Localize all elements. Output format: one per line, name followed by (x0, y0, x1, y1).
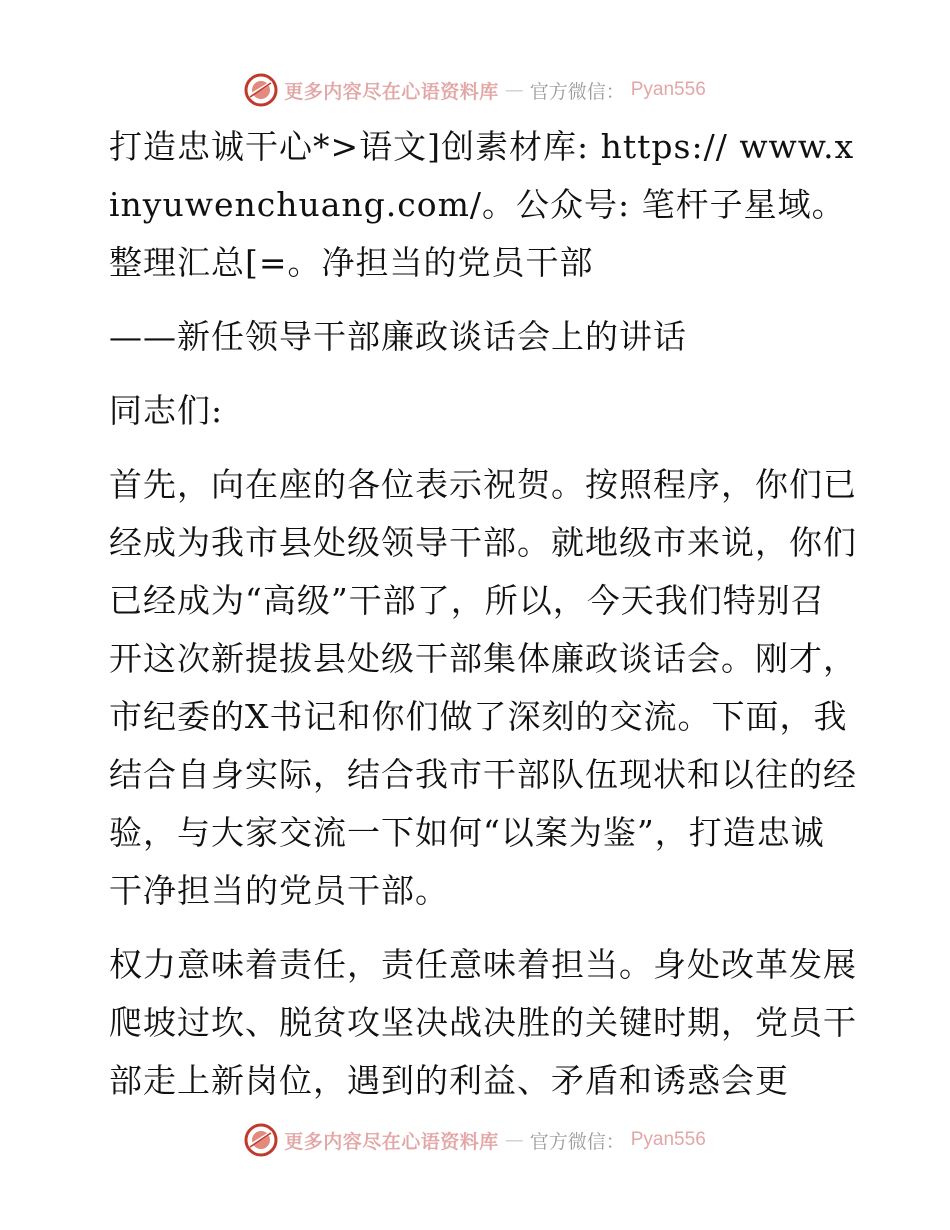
banner-separator: — (504, 79, 524, 101)
top-watermark-banner (0, 70, 950, 110)
salutation: 同志们: (109, 391, 224, 430)
subtitle: ——新任领导干部廉政谈话会上的讲话 (109, 317, 687, 356)
banner-main-text: 更多内容尽在心语资料库 (284, 1130, 499, 1153)
banner-wechat-label: 官方微信： (529, 1130, 625, 1153)
body-paragraph: 首先，向在座的各位表示祝贺。按照程序，你们已经成为我市县处级领导干部。就地级市来说，你们已经成为“高级”干部了，所以，今天我们特别召开这次新提拔县处级干部集体廉政谈话会。刚才，市纪委的X书记和你们做了深刻的交流。下面，我结合自身实际，结合我市干部队伍现状和以往的经验，与大家交流一下如何“以案为鉴”，打造忠诚干净担当的党员干部。 (109, 465, 857, 910)
bottom-watermark-banner (0, 1120, 950, 1160)
header-paragraph: 打造忠诚干心*>语文]创素材库: https:// www.xinyuwenchuang.com/。公众号: 笔杆子星域。整理汇总[=。净担当的党员干部 (109, 127, 855, 282)
banner-wechat-id: Pyan556 (630, 79, 706, 100)
banner-main-text: 更多内容尽在心语资料库 (284, 80, 499, 103)
logo-icon (244, 73, 278, 107)
document-body (97, 118, 857, 1110)
banner-wechat-label: 官方微信： (529, 80, 625, 103)
banner-separator: — (504, 1129, 524, 1151)
logo-icon (244, 1123, 278, 1157)
body-paragraph: 权力意味着责任，责任意味着担当。身处改革发展爬坡过坎、脱贫攻坚决战决胜的关键时期，党员干部走上新岗位，遇到的利益、矛盾和诱惑会更 (109, 945, 857, 1100)
banner-wechat-id: Pyan556 (630, 1129, 706, 1150)
